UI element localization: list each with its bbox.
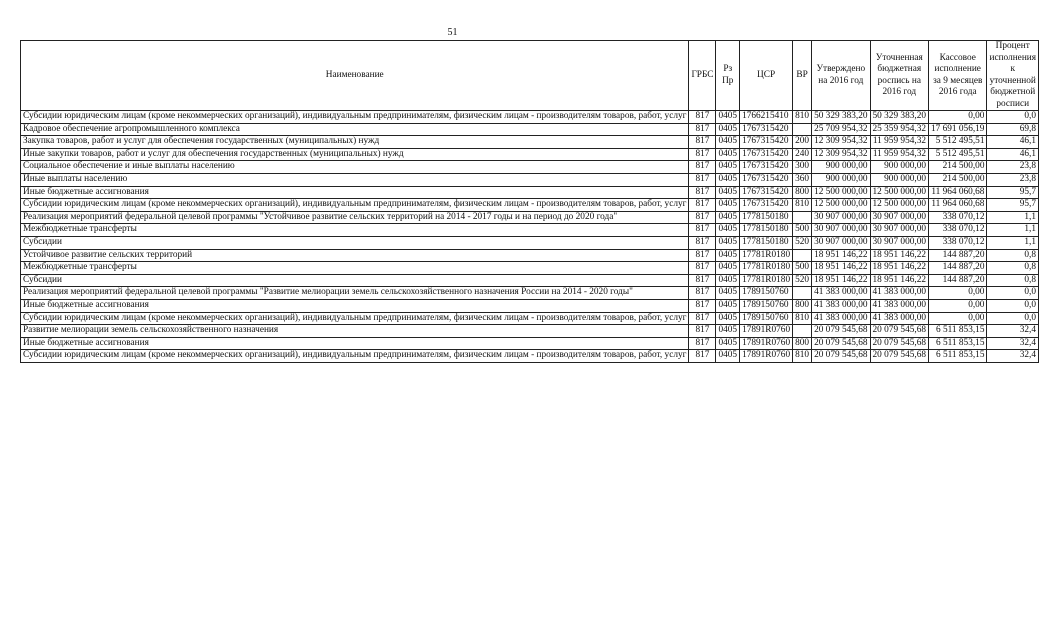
cell-approved: 30 907 000,00 bbox=[812, 236, 870, 249]
cell-grbs: 817 bbox=[689, 299, 716, 312]
cell-rzpr: 0405 bbox=[716, 262, 740, 275]
table-row bbox=[21, 111, 1039, 124]
cell-csr: 1789150760 bbox=[740, 299, 793, 312]
cell-approved: 12 500 000,00 bbox=[812, 186, 870, 199]
cell-refined: 25 359 954,32 bbox=[870, 123, 928, 136]
cell-cash: 214 500,00 bbox=[929, 161, 987, 174]
header-cash: Кассовое исполнение за 9 месяцев 2016 года bbox=[929, 41, 987, 111]
cell-refined: 11 959 954,32 bbox=[870, 148, 928, 161]
cell-approved: 900 000,00 bbox=[812, 173, 870, 186]
cell-name: Субсидии bbox=[21, 274, 689, 287]
cell-cash: 144 887,20 bbox=[929, 274, 987, 287]
cell-percent: 95,7 bbox=[987, 186, 1039, 199]
table-row bbox=[21, 186, 1039, 199]
cell-rzpr: 0405 bbox=[716, 136, 740, 149]
cell-cash: 5 512 495,51 bbox=[929, 136, 987, 149]
page-number: 51 bbox=[447, 27, 458, 38]
cell-vr: 500 bbox=[793, 224, 812, 237]
cell-name: Иные бюджетные ассигнования bbox=[21, 299, 689, 312]
cell-csr: 17781R0180 bbox=[740, 262, 793, 275]
cell-csr: 17891R0760 bbox=[740, 325, 793, 338]
cell-grbs: 817 bbox=[689, 148, 716, 161]
cell-csr: 17781R0180 bbox=[740, 274, 793, 287]
cell-refined: 30 907 000,00 bbox=[870, 224, 928, 237]
cell-cash: 0,00 bbox=[929, 299, 987, 312]
cell-csr: 1767315420 bbox=[740, 161, 793, 174]
cell-csr: 1767315420 bbox=[740, 173, 793, 186]
budget-table bbox=[20, 40, 1039, 363]
cell-percent: 32,4 bbox=[987, 350, 1039, 363]
cell-refined: 20 079 545,68 bbox=[870, 350, 928, 363]
header-percent: Процент исполнения к уточненной бюджетной росписи bbox=[987, 41, 1039, 111]
cell-approved: 41 383 000,00 bbox=[812, 312, 870, 325]
cell-grbs: 817 bbox=[689, 186, 716, 199]
cell-cash: 11 964 060,68 bbox=[929, 199, 987, 212]
table-row bbox=[21, 173, 1039, 186]
table-row bbox=[21, 136, 1039, 149]
cell-refined: 20 079 545,68 bbox=[870, 325, 928, 338]
cell-grbs: 817 bbox=[689, 123, 716, 136]
cell-grbs: 817 bbox=[689, 211, 716, 224]
cell-cash: 144 887,20 bbox=[929, 249, 987, 262]
cell-vr bbox=[793, 249, 812, 262]
cell-grbs: 817 bbox=[689, 236, 716, 249]
cell-percent: 95,7 bbox=[987, 199, 1039, 212]
cell-percent: 0,8 bbox=[987, 262, 1039, 275]
cell-name: Иные бюджетные ассигнования bbox=[21, 337, 689, 350]
cell-approved: 20 079 545,68 bbox=[812, 325, 870, 338]
cell-percent: 0,8 bbox=[987, 249, 1039, 262]
cell-csr: 1778150180 bbox=[740, 211, 793, 224]
header-refined: Уточненная бюджетная роспись на 2016 год bbox=[870, 41, 928, 111]
cell-approved: 20 079 545,68 bbox=[812, 337, 870, 350]
cell-cash: 0,00 bbox=[929, 111, 987, 124]
cell-percent: 0,0 bbox=[987, 111, 1039, 124]
cell-csr: 1767315420 bbox=[740, 123, 793, 136]
cell-cash: 17 691 056,19 bbox=[929, 123, 987, 136]
table-row bbox=[21, 337, 1039, 350]
cell-approved: 41 383 000,00 bbox=[812, 287, 870, 300]
cell-vr: 800 bbox=[793, 299, 812, 312]
cell-name: Субсидии юридическим лицам (кроме некоммерческих организаций), индивидуальным предпринимателям, физическим лицам - производителям товаров, работ, услуг bbox=[21, 111, 689, 124]
cell-refined: 18 951 146,22 bbox=[870, 274, 928, 287]
cell-vr bbox=[793, 287, 812, 300]
cell-name: Устойчивое развитие сельских территорий bbox=[21, 249, 689, 262]
cell-approved: 50 329 383,20 bbox=[812, 111, 870, 124]
cell-rzpr: 0405 bbox=[716, 312, 740, 325]
cell-name: Реализация мероприятий федеральной целевой программы "Устойчивое развитие сельских территорий на 2014 - 2017 годы и на период до 2020 года" bbox=[21, 211, 689, 224]
cell-cash: 338 070,12 bbox=[929, 236, 987, 249]
cell-refined: 900 000,00 bbox=[870, 161, 928, 174]
cell-approved: 30 907 000,00 bbox=[812, 224, 870, 237]
cell-name: Иные выплаты населению bbox=[21, 173, 689, 186]
cell-percent: 0,8 bbox=[987, 274, 1039, 287]
cell-rzpr: 0405 bbox=[716, 123, 740, 136]
header-grbs: ГРБС bbox=[689, 41, 716, 111]
cell-rzpr: 0405 bbox=[716, 337, 740, 350]
cell-rzpr: 0405 bbox=[716, 211, 740, 224]
cell-approved: 12 309 954,32 bbox=[812, 136, 870, 149]
cell-vr: 810 bbox=[793, 350, 812, 363]
cell-rzpr: 0405 bbox=[716, 148, 740, 161]
table-row bbox=[21, 287, 1039, 300]
cell-vr: 300 bbox=[793, 161, 812, 174]
cell-grbs: 817 bbox=[689, 199, 716, 212]
cell-name: Субсидии bbox=[21, 236, 689, 249]
cell-vr: 200 bbox=[793, 136, 812, 149]
cell-vr: 810 bbox=[793, 312, 812, 325]
cell-rzpr: 0405 bbox=[716, 249, 740, 262]
cell-cash: 5 512 495,51 bbox=[929, 148, 987, 161]
cell-rzpr: 0405 bbox=[716, 173, 740, 186]
cell-percent: 0,0 bbox=[987, 299, 1039, 312]
header-rzpr: Рз Пр bbox=[716, 41, 740, 111]
cell-cash: 6 511 853,15 bbox=[929, 337, 987, 350]
cell-csr: 1767315420 bbox=[740, 136, 793, 149]
cell-grbs: 817 bbox=[689, 161, 716, 174]
header-vr: ВР bbox=[793, 41, 812, 111]
cell-approved: 20 079 545,68 bbox=[812, 350, 870, 363]
cell-csr: 1766215410 bbox=[740, 111, 793, 124]
cell-refined: 41 383 000,00 bbox=[870, 287, 928, 300]
cell-cash: 338 070,12 bbox=[929, 211, 987, 224]
table-row bbox=[21, 249, 1039, 262]
cell-percent: 1,1 bbox=[987, 224, 1039, 237]
cell-vr: 800 bbox=[793, 186, 812, 199]
cell-approved: 25 709 954,32 bbox=[812, 123, 870, 136]
cell-rzpr: 0405 bbox=[716, 325, 740, 338]
cell-name: Иные закупки товаров, работ и услуг для обеспечения государственных (муниципальных) нужд bbox=[21, 148, 689, 161]
cell-vr: 810 bbox=[793, 199, 812, 212]
cell-rzpr: 0405 bbox=[716, 161, 740, 174]
cell-cash: 214 500,00 bbox=[929, 173, 987, 186]
cell-vr: 800 bbox=[793, 337, 812, 350]
cell-vr bbox=[793, 325, 812, 338]
cell-refined: 50 329 383,20 bbox=[870, 111, 928, 124]
cell-name: Социальное обеспечение и иные выплаты населению bbox=[21, 161, 689, 174]
table-row bbox=[21, 236, 1039, 249]
cell-grbs: 817 bbox=[689, 262, 716, 275]
cell-grbs: 817 bbox=[689, 350, 716, 363]
cell-vr bbox=[793, 211, 812, 224]
cell-rzpr: 0405 bbox=[716, 224, 740, 237]
cell-cash: 0,00 bbox=[929, 312, 987, 325]
cell-approved: 18 951 146,22 bbox=[812, 274, 870, 287]
cell-approved: 18 951 146,22 bbox=[812, 262, 870, 275]
cell-vr: 520 bbox=[793, 236, 812, 249]
cell-approved: 12 309 954,32 bbox=[812, 148, 870, 161]
cell-vr bbox=[793, 123, 812, 136]
cell-rzpr: 0405 bbox=[716, 350, 740, 363]
table-body bbox=[21, 111, 1039, 363]
cell-grbs: 817 bbox=[689, 337, 716, 350]
cell-csr: 1789150760 bbox=[740, 287, 793, 300]
cell-refined: 12 500 000,00 bbox=[870, 199, 928, 212]
table-row bbox=[21, 350, 1039, 363]
cell-percent: 1,1 bbox=[987, 211, 1039, 224]
cell-vr: 810 bbox=[793, 111, 812, 124]
cell-name: Субсидии юридическим лицам (кроме некоммерческих организаций), индивидуальным предпринимателям, физическим лицам - производителям товаров, работ, услуг bbox=[21, 199, 689, 212]
cell-grbs: 817 bbox=[689, 312, 716, 325]
cell-grbs: 817 bbox=[689, 274, 716, 287]
table-row bbox=[21, 224, 1039, 237]
cell-csr: 1767315420 bbox=[740, 199, 793, 212]
cell-refined: 900 000,00 bbox=[870, 173, 928, 186]
cell-rzpr: 0405 bbox=[716, 274, 740, 287]
cell-percent: 46,1 bbox=[987, 136, 1039, 149]
cell-refined: 12 500 000,00 bbox=[870, 186, 928, 199]
cell-grbs: 817 bbox=[689, 136, 716, 149]
cell-refined: 18 951 146,22 bbox=[870, 249, 928, 262]
cell-name: Реализация мероприятий федеральной целевой программы "Развитие мелиорации земель сельскохозяйственного назначения России на 2014 - 2020 годы" bbox=[21, 287, 689, 300]
cell-vr: 500 bbox=[793, 262, 812, 275]
cell-percent: 32,4 bbox=[987, 337, 1039, 350]
cell-csr: 1778150180 bbox=[740, 224, 793, 237]
table-row bbox=[21, 262, 1039, 275]
cell-rzpr: 0405 bbox=[716, 299, 740, 312]
cell-approved: 30 907 000,00 bbox=[812, 211, 870, 224]
cell-rzpr: 0405 bbox=[716, 236, 740, 249]
cell-percent: 0,0 bbox=[987, 312, 1039, 325]
cell-percent: 1,1 bbox=[987, 236, 1039, 249]
cell-name: Закупка товаров, работ и услуг для обеспечения государственных (муниципальных) нужд bbox=[21, 136, 689, 149]
cell-refined: 41 383 000,00 bbox=[870, 299, 928, 312]
cell-refined: 30 907 000,00 bbox=[870, 236, 928, 249]
cell-cash: 6 511 853,15 bbox=[929, 350, 987, 363]
cell-rzpr: 0405 bbox=[716, 287, 740, 300]
table-row bbox=[21, 312, 1039, 325]
table-row bbox=[21, 199, 1039, 212]
cell-rzpr: 0405 bbox=[716, 199, 740, 212]
header-approved: Утверждено на 2016 год bbox=[812, 41, 870, 111]
table-header-row bbox=[21, 41, 1039, 111]
cell-csr: 1778150180 bbox=[740, 236, 793, 249]
table-row bbox=[21, 161, 1039, 174]
cell-grbs: 817 bbox=[689, 287, 716, 300]
cell-percent: 46,1 bbox=[987, 148, 1039, 161]
cell-approved: 41 383 000,00 bbox=[812, 299, 870, 312]
cell-csr: 1767315420 bbox=[740, 148, 793, 161]
table-row bbox=[21, 325, 1039, 338]
cell-approved: 900 000,00 bbox=[812, 161, 870, 174]
cell-percent: 23,8 bbox=[987, 161, 1039, 174]
cell-rzpr: 0405 bbox=[716, 111, 740, 124]
cell-name: Развитие мелиорации земель сельскохозяйственного назначения bbox=[21, 325, 689, 338]
cell-csr: 1767315420 bbox=[740, 186, 793, 199]
cell-name: Межбюджетные трансферты bbox=[21, 224, 689, 237]
cell-refined: 18 951 146,22 bbox=[870, 262, 928, 275]
cell-cash: 0,00 bbox=[929, 287, 987, 300]
cell-name: Кадровое обеспечение агропромышленного комплекса bbox=[21, 123, 689, 136]
cell-grbs: 817 bbox=[689, 249, 716, 262]
cell-grbs: 817 bbox=[689, 111, 716, 124]
cell-cash: 6 511 853,15 bbox=[929, 325, 987, 338]
cell-name: Межбюджетные трансферты bbox=[21, 262, 689, 275]
cell-refined: 11 959 954,32 bbox=[870, 136, 928, 149]
header-csr: ЦСР bbox=[740, 41, 793, 111]
table-row bbox=[21, 299, 1039, 312]
cell-refined: 30 907 000,00 bbox=[870, 211, 928, 224]
cell-grbs: 817 bbox=[689, 224, 716, 237]
header-name: Наименование bbox=[21, 41, 689, 111]
table-row bbox=[21, 211, 1039, 224]
cell-percent: 32,4 bbox=[987, 325, 1039, 338]
cell-cash: 144 887,20 bbox=[929, 262, 987, 275]
cell-cash: 11 964 060,68 bbox=[929, 186, 987, 199]
cell-name: Субсидии юридическим лицам (кроме некоммерческих организаций), индивидуальным предпринимателям, физическим лицам - производителям товаров, работ, услуг bbox=[21, 312, 689, 325]
cell-rzpr: 0405 bbox=[716, 186, 740, 199]
cell-grbs: 817 bbox=[689, 325, 716, 338]
table-row bbox=[21, 148, 1039, 161]
cell-percent: 0,0 bbox=[987, 287, 1039, 300]
cell-vr: 360 bbox=[793, 173, 812, 186]
cell-name: Субсидии юридическим лицам (кроме некоммерческих организаций), индивидуальным предпринимателям, физическим лицам - производителям товаров, работ, услуг bbox=[21, 350, 689, 363]
cell-approved: 12 500 000,00 bbox=[812, 199, 870, 212]
cell-csr: 17891R0760 bbox=[740, 337, 793, 350]
cell-cash: 338 070,12 bbox=[929, 224, 987, 237]
cell-vr: 240 bbox=[793, 148, 812, 161]
cell-name: Иные бюджетные ассигнования bbox=[21, 186, 689, 199]
table-row bbox=[21, 274, 1039, 287]
cell-refined: 41 383 000,00 bbox=[870, 312, 928, 325]
cell-csr: 1789150760 bbox=[740, 312, 793, 325]
cell-grbs: 817 bbox=[689, 173, 716, 186]
cell-refined: 20 079 545,68 bbox=[870, 337, 928, 350]
cell-percent: 23,8 bbox=[987, 173, 1039, 186]
cell-approved: 18 951 146,22 bbox=[812, 249, 870, 262]
cell-csr: 17781R0180 bbox=[740, 249, 793, 262]
table-row bbox=[21, 123, 1039, 136]
cell-vr: 520 bbox=[793, 274, 812, 287]
cell-percent: 69,8 bbox=[987, 123, 1039, 136]
cell-csr: 17891R0760 bbox=[740, 350, 793, 363]
